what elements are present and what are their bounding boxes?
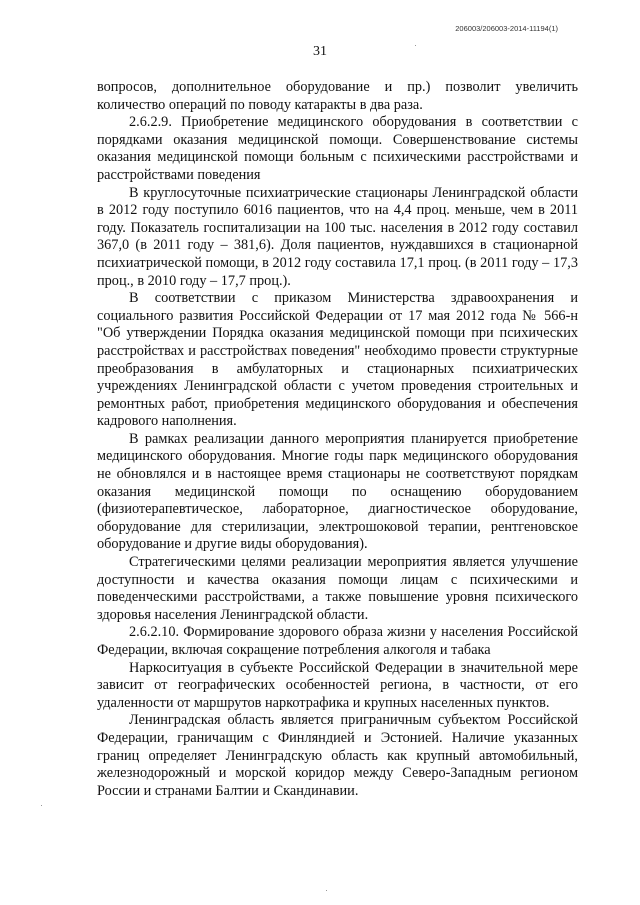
scan-speck: · <box>325 885 328 895</box>
paragraph: В соответствии с приказом Министерства здравоохранения и социального развития Российской Федерации от 17 мая 2012 года № 566-н "Об утверждении Порядка оказания медицинской помощи при психических расстройствах и расстройствах поведения" необходимо провести структурные преобразования в амбулаторных и стационарных психиатрических учреждениях Ленинградской области с учетом проведения строительных и ремонтных работ, приобретения медицинского оборудования и обеспечения кадрового наполнения. <box>97 290 578 430</box>
paragraph: Ленинградская область является приграничным субъектом Российской Федерации, граничащим с Финляндией и Эстонией. Наличие указанных границ определяет Ленинградскую область как крупный автомобильный, железнодорожный и морской коридор между Северо-Западным регионом России и странами Балтии и Скандинавии. <box>97 712 578 799</box>
paragraph: Стратегическими целями реализации мероприятия является улучшение доступности и качества оказания помощи лицам с психическими и поведенческими расстройствами, а также повышение уровня психического здоровья населения Ленинградской области. <box>97 554 578 623</box>
paragraph: В рамках реализации данного мероприятия планируется приобретение медицинского оборудования. Многие годы парк медицинского оборудования не обновлялся и в настоящее время стационары не соответствуют порядкам оказания медицинской помощи по оснащению оборудованием (физиотерапевтическое, лабораторное, диагностическое оборудование, оборудование для стерилизации, электрошоковой терапии, рентгеновское оборудование и другие виды оборудования). <box>97 430 578 553</box>
scan-speck: · <box>40 800 43 810</box>
page-number: 31 <box>313 44 327 59</box>
paragraph: вопросов, дополнительное оборудование и пр.) позволит увеличить количество операций по поводу катаракты в два раза. <box>97 79 578 113</box>
paragraph: В круглосуточные психиатрические стационары Ленинградской области в 2012 году поступило 6016 пациентов, что на 4,4 проц. меньше, чем в 2011 году. Показатель госпитализации на 100 тыс. населения в 2012 году составил 367,0 (в 2011 году – 381,6). Доля пациентов, нуждавшихся в стационарной психиатрической помощи, в 2012 году составила 17,1 проц. (в 2011 году – 17,3 проц., в 2010 году – 17,7 проц.). <box>97 184 578 289</box>
section-heading-2-6-2-10: 2.6.2.10. Формирование здорового образа жизни у населения Российской Федерации, включая сокращение потребления алкоголя и табака <box>97 624 578 658</box>
document-id: 206003/206003-2014-11194(1) <box>455 24 558 33</box>
scan-speck: · <box>414 40 417 50</box>
section-heading-2-6-2-9: 2.6.2.9. Приобретение медицинского оборудования в соответствии с порядками оказания медицинской помощи. Совершенствование системы оказания медицинской помощи больным с психическими расстройствами и расстройствами поведения <box>97 114 578 183</box>
paragraph: Наркоситуация в субъекте Российской Федерации в значительной мере зависит от географических особенностей региона, в частности, от его удаленности от маршрутов наркотрафика и крупных населенных пунктов. <box>97 659 578 711</box>
body-text <box>97 79 578 800</box>
